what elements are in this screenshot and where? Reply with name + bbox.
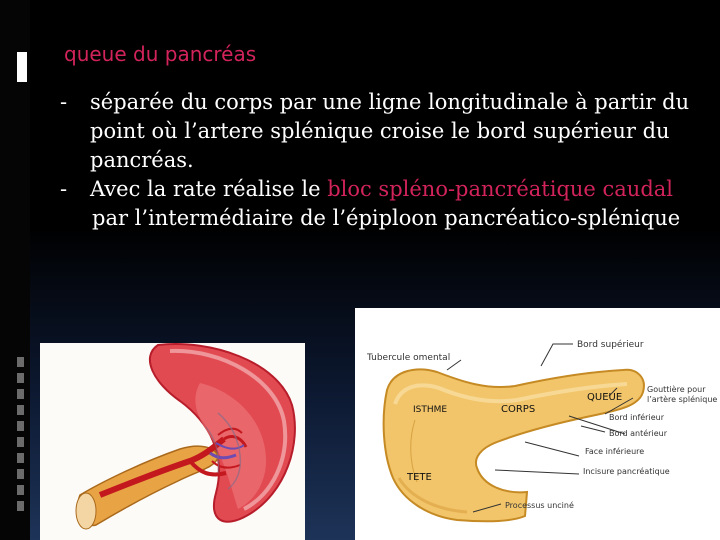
label-gouttiere-2: l’artère splénique xyxy=(647,395,718,404)
decor-dot xyxy=(17,405,24,415)
label-tubercule: Tubercule omental xyxy=(367,353,451,363)
title-marker xyxy=(17,52,27,82)
decor-dot xyxy=(17,453,24,463)
bullet-1 xyxy=(58,88,708,175)
label-face-inferieure: Face inférieure xyxy=(585,447,645,456)
decor-dot xyxy=(17,357,24,367)
bullet-2-highlight: bloc spléno-pancréatique caudal xyxy=(327,177,674,201)
bullet-dash: - xyxy=(60,177,68,201)
slide-body xyxy=(58,88,708,233)
label-queue: QUEUE xyxy=(587,392,623,403)
continuation-text: par l’intermédiaire de l’épiploon pancréatico-splénique xyxy=(92,206,681,230)
pancreas-diagram xyxy=(355,308,720,540)
bullet-dash: - xyxy=(60,90,68,114)
spleen-illustration xyxy=(40,343,305,540)
decor-dot xyxy=(17,501,24,511)
label-corps: CORPS xyxy=(501,404,536,415)
decor-dot xyxy=(17,437,24,447)
pancreas-drawing xyxy=(355,308,720,540)
label-bord-anterieur: Bord antérieur xyxy=(609,429,667,438)
decor-dot xyxy=(17,469,24,479)
bullet-1-text: séparée du corps par une ligne longitudinale à partir du point où l’artere splénique croise le bord supérieur du pancréas. xyxy=(90,90,690,172)
decor-dots xyxy=(17,357,24,517)
decor-dot xyxy=(17,485,24,495)
decor-dot xyxy=(17,389,24,399)
label-processus: Processus unciné xyxy=(505,501,574,510)
label-bord-inferieur: Bord inférieur xyxy=(609,413,664,422)
decor-dot xyxy=(17,373,24,383)
bullet-2-text: Avec la rate réalise le xyxy=(90,177,328,201)
bullet-2 xyxy=(58,175,708,204)
spleen-drawing xyxy=(40,343,305,540)
slide-title: queue du pancréas xyxy=(64,42,257,66)
label-isthme: ISTHME xyxy=(413,405,448,415)
decor-dot xyxy=(17,421,24,431)
label-incisure: Incisure pancréatique xyxy=(583,467,670,476)
label-tete: TETE xyxy=(407,472,432,483)
label-gouttiere-1: Gouttière pour xyxy=(647,385,706,394)
label-bord-superieur: Bord supérieur xyxy=(577,340,644,350)
